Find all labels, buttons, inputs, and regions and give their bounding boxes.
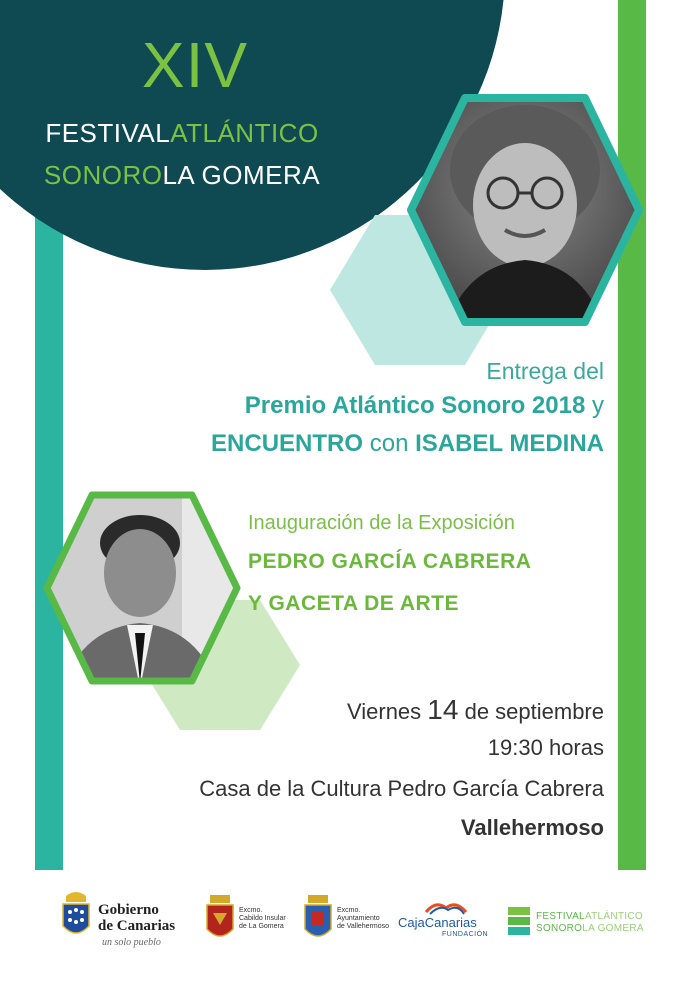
edition-number: XIV (141, 29, 249, 101)
event-time: 19:30 horas (487, 735, 604, 760)
festival-logo-icon (508, 907, 530, 935)
exhibition-title-2: Y GACETA DE ARTE (248, 592, 460, 615)
ayuntamiento-coat-of-arms-icon (303, 895, 333, 945)
ayuntamiento-vallehermoso-logo: Excmo. Ayuntamiento de Vallehermoso (303, 895, 393, 955)
festival-title-line1: FESTIVALATLÁNTICO (45, 118, 319, 148)
cabildo-coat-of-arms-icon (205, 895, 235, 945)
award-intro: Entrega del (486, 358, 604, 384)
meeting-line: ENCUENTRO con ISABEL MEDINA (211, 430, 604, 457)
gobierno-de-canarias-logo: Gobierno de Canarias un solo pueblo (60, 888, 190, 958)
cajacanarias-wave-icon (426, 900, 466, 914)
event-town: Vallehermoso (460, 815, 604, 840)
exhibition-intro: Inauguración de la Exposición (248, 512, 515, 534)
event-venue: Casa de la Cultura Pedro García Cabrera (199, 776, 604, 801)
cabildo-gomera-logo: Excmo. Cabildo Insular de La Gomera (205, 895, 295, 955)
festival-title-line2: SONOROLA GOMERA (43, 160, 321, 190)
festival-atlantico-sonoro-logo: FESTIVALATLÁNTICO SONOROLA GOMERA (508, 905, 658, 945)
exhibition-title-1: PEDRO GARCÍA CABRERA (248, 550, 532, 573)
isabel-medina-photo (405, 90, 645, 330)
event-date: Viernes 14 de septiembre (346, 694, 604, 725)
pedro-garcia-cabrera-photo (42, 488, 242, 688)
cajacanarias-fundacion-logo: CajaCanarias FUNDACIÓN (398, 900, 498, 950)
award-name: Premio Atlántico Sonoro 2018 y (244, 392, 604, 419)
canarias-coat-of-arms-icon (60, 888, 92, 943)
